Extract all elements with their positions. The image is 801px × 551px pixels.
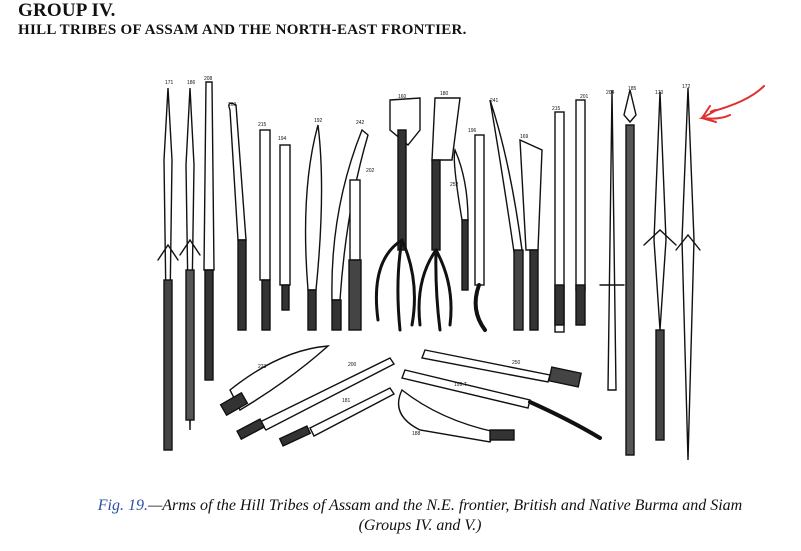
cleaver-180: [419, 98, 460, 330]
label-202: 202: [366, 168, 375, 174]
spear-185: [624, 90, 636, 455]
label-252: 252: [450, 182, 459, 188]
spear-172: [676, 88, 700, 460]
figure-caption: [70, 496, 770, 536]
spear-171: [158, 88, 178, 450]
group-heading: GROUP IV.: [18, 0, 116, 21]
label-250: 250: [512, 360, 521, 366]
label-160: 160: [398, 94, 407, 100]
spear-186: [180, 88, 200, 430]
label-169: 169: [520, 134, 529, 140]
caption-text: —Arms of the Hill Tribes of Assam and the N.E. frontier, British and Native Burma and Siam: [147, 497, 743, 514]
knife-202: [349, 180, 361, 330]
label-242: 242: [356, 120, 365, 126]
axe-160: [376, 98, 420, 330]
section-title: HILL TRIBES OF ASSAM AND THE NORTH-EAST FRONTIER.: [18, 22, 467, 38]
label-186: 186: [187, 80, 196, 86]
label-208: 208: [204, 76, 213, 82]
label-199T: 199.T: [454, 382, 467, 388]
label-181: 181: [342, 398, 351, 404]
label-185: 185: [628, 86, 637, 92]
caption-text-line2: (Groups IV. and V.): [358, 517, 482, 534]
sword-196: [475, 135, 485, 330]
sword-192: [306, 125, 322, 330]
red-arrow-annotation: [702, 86, 764, 122]
label-192: 192: [314, 118, 323, 124]
label-171: 171: [165, 80, 174, 86]
sword-194: [280, 145, 290, 310]
sword-209: [229, 103, 246, 330]
sword-201: [576, 100, 585, 325]
label-223: 223: [258, 364, 267, 370]
label-196: 196: [468, 128, 477, 134]
spear-170: [644, 92, 676, 440]
sword-215: [260, 130, 270, 330]
label-241: 241: [490, 98, 499, 104]
knife-181: [280, 388, 394, 446]
label-215b: 215: [552, 106, 561, 112]
label-194: 194: [278, 136, 287, 142]
figure-link[interactable]: Fig. 19.: [97, 497, 148, 514]
label-200: 200: [348, 362, 357, 368]
label-201: 201: [580, 94, 589, 100]
sword-215b: [555, 112, 564, 332]
label-215: 215: [258, 122, 267, 128]
label-188: 188: [412, 431, 421, 437]
sword-241: [490, 100, 523, 330]
label-180: 180: [440, 91, 449, 97]
label-209: 209: [228, 102, 237, 108]
spear-204: [600, 90, 624, 390]
label-204: 204: [606, 90, 615, 96]
spear-208: [204, 82, 214, 380]
knife-252: [454, 150, 468, 290]
weapons-illustration: [150, 70, 770, 470]
label-170: 170: [655, 90, 664, 96]
label-172: 172: [682, 84, 691, 90]
